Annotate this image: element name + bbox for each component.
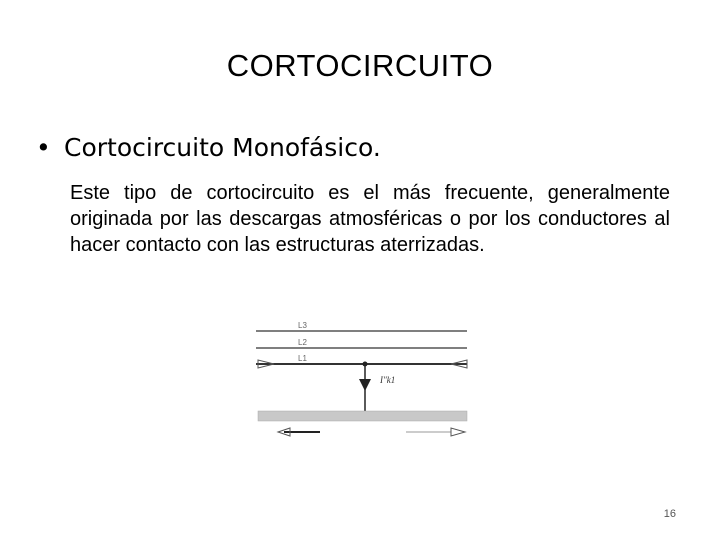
bottom-right-arrow-icon	[451, 428, 465, 436]
page-number: 16	[663, 508, 676, 520]
bullet-icon: •	[36, 133, 51, 162]
label-l3: L3	[298, 321, 307, 330]
label-l1: L1	[298, 354, 307, 363]
body-paragraph: Este tipo de cortocircuito es el más frecuente, generalmente originada por las descargas atmosféricas o por los conductores al hacer contacto con las estructuras aterrizadas.	[70, 182, 670, 256]
bullet-text: Cortocircuito Monofásico.	[64, 133, 381, 162]
fault-current-arrow-icon	[359, 379, 371, 391]
fault-current-label: I"k1	[380, 375, 396, 385]
single-phase-fault-diagram	[256, 315, 471, 440]
bullet-item	[36, 133, 381, 162]
slide-title: CORTOCIRCUITO	[226, 48, 494, 83]
label-l2: L2	[298, 338, 307, 347]
ground-bar	[258, 411, 467, 421]
